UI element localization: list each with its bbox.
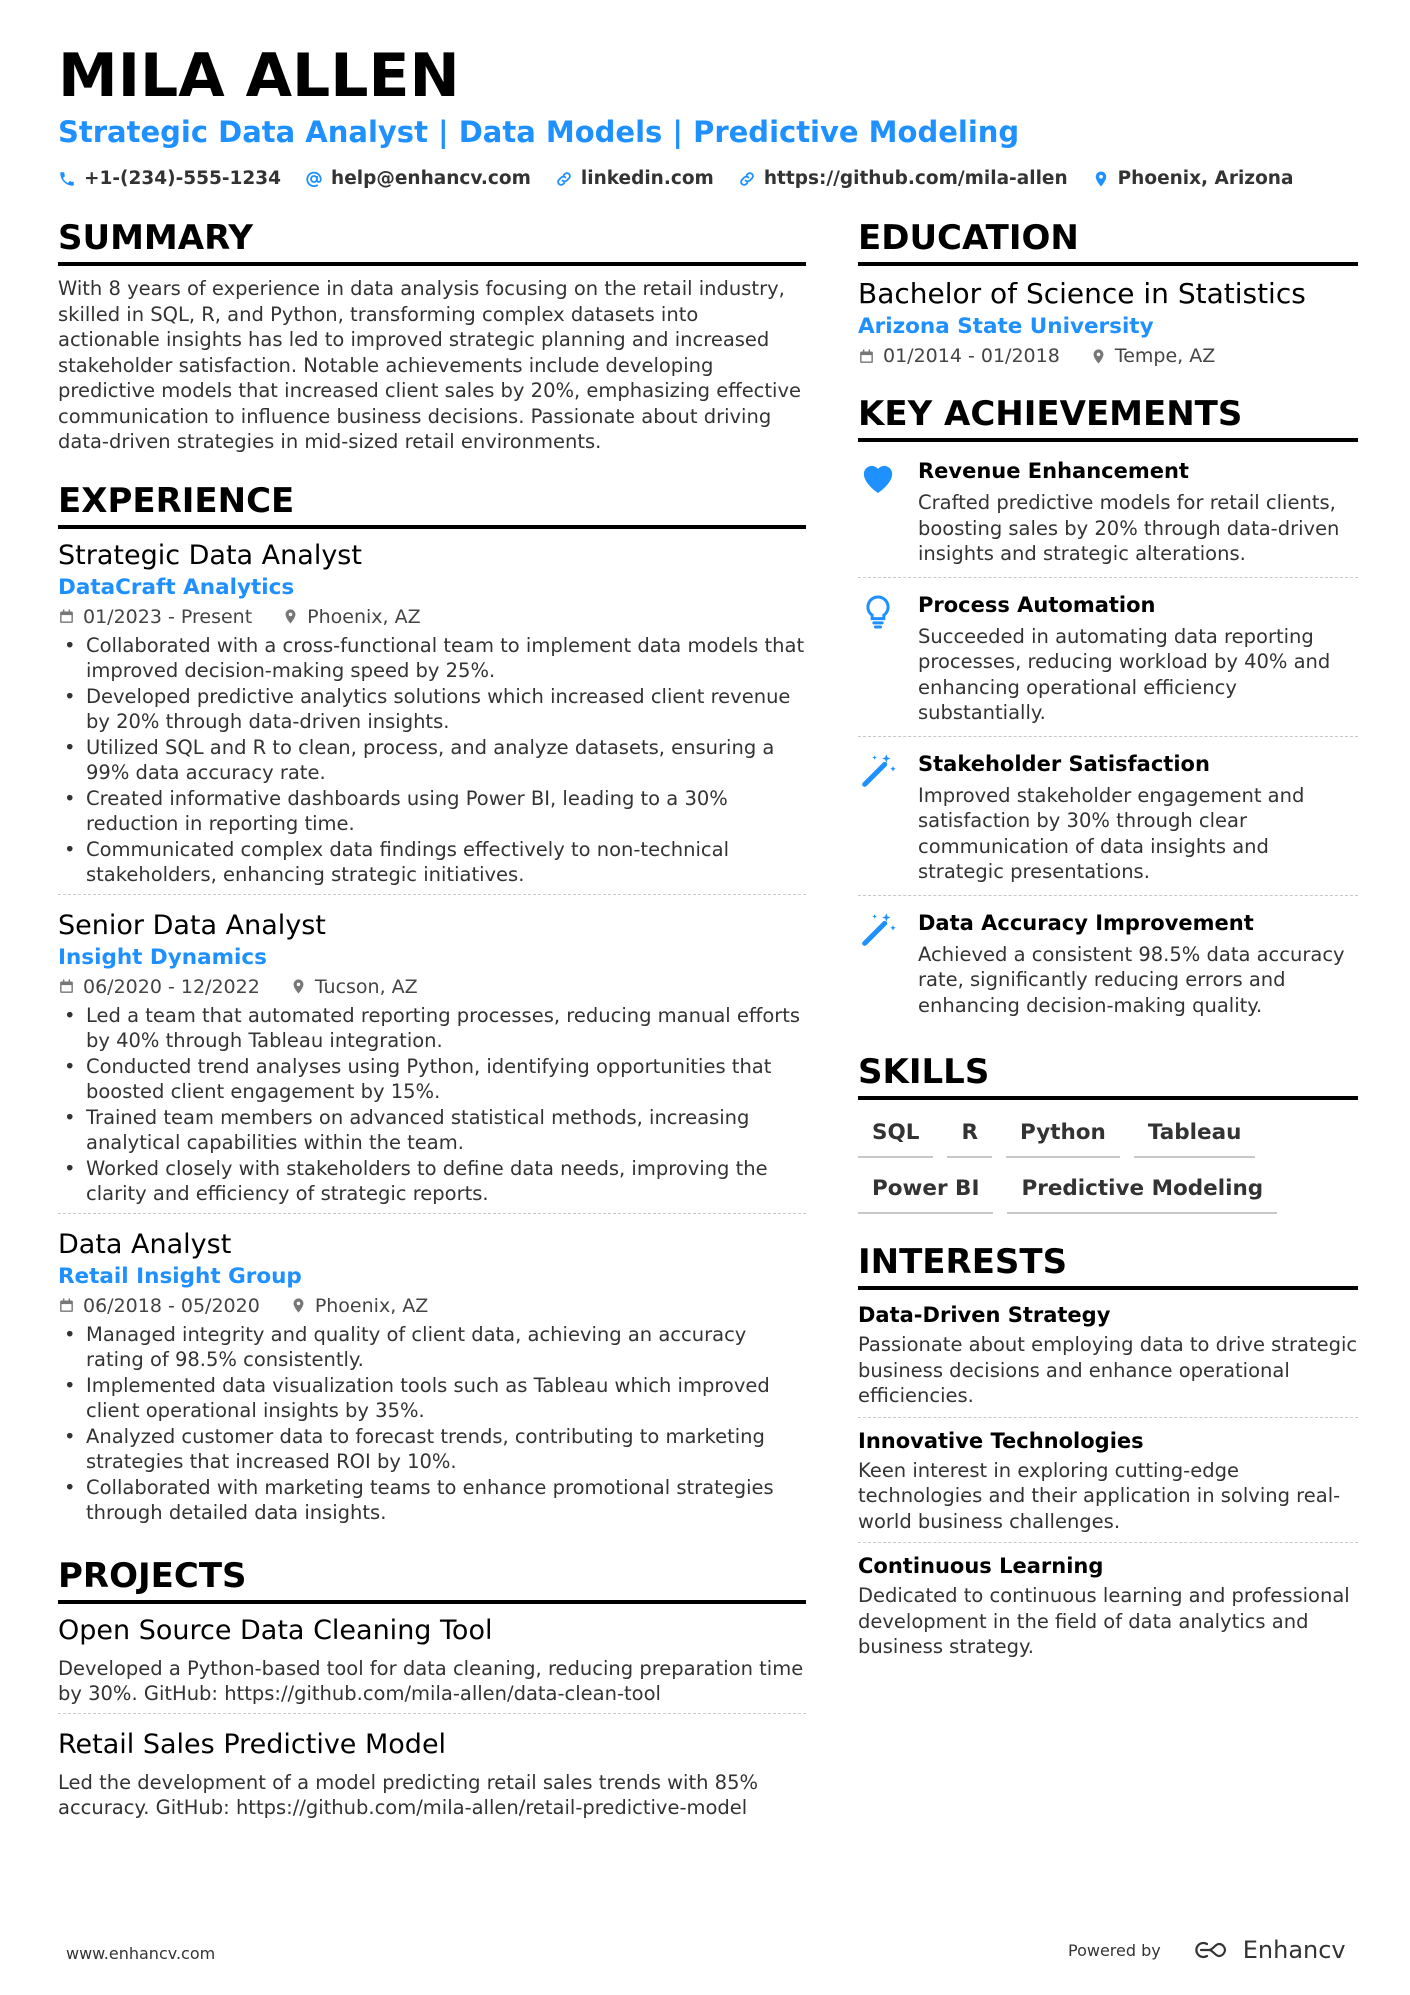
- achievement-text: Improved stakeholder engagement and satisfaction by 30% through clear communication of data insights and strategic presentations.: [918, 783, 1305, 883]
- job-dates: 01/2023 - Present: [83, 605, 253, 628]
- linkedin-text: linkedin.com: [580, 168, 714, 189]
- achievement-text: Achieved a consistent 98.5% data accuracy rate, significantly reducing errors and enhancing decision-making quality.: [918, 942, 1345, 1017]
- phone-icon: [58, 170, 76, 188]
- location-pin-icon: [1090, 348, 1107, 365]
- heart-icon: [858, 456, 900, 567]
- project-entry: [58, 1728, 806, 1827]
- degree: Bachelor of Science in Statistics: [858, 277, 1306, 310]
- skills-list: [858, 1110, 1358, 1214]
- contact-phone[interactable]: [58, 168, 281, 189]
- achievement-item: [858, 745, 1358, 896]
- skills-heading: SKILLS: [858, 1052, 1358, 1100]
- location-pin-icon: [282, 608, 299, 625]
- lightbulb-icon: [858, 590, 900, 726]
- project-description: Led the development of a model predicting retail sales trends with 85% accuracy. GitHub: https://github.com/mila-allen/retail-predictive-model: [58, 1770, 759, 1819]
- bullet: • Communicated complex data findings effectively to non-technical stakeholders, enhancing strategic initiatives.: [58, 837, 806, 888]
- link-icon: [738, 170, 756, 188]
- job-title: Strategic Data Analyst: [58, 539, 362, 571]
- job-bullets: [58, 1322, 806, 1526]
- job-location: Phoenix, AZ: [314, 1294, 429, 1317]
- bullet: • Trained team members on advanced statistical methods, increasing analytical capabilities within the team.: [58, 1105, 806, 1156]
- education-dates: 01/2014 - 01/2018: [883, 345, 1060, 367]
- contact-linkedin[interactable]: [555, 168, 714, 189]
- skill-tag: Predictive Modeling: [1007, 1172, 1277, 1214]
- achievement-title: Revenue Enhancement: [918, 459, 1189, 483]
- job-title: Senior Data Analyst: [58, 909, 326, 941]
- project-title: Open Source Data Cleaning Tool: [58, 1614, 493, 1646]
- brand-name: Enhancv: [1242, 1936, 1346, 1964]
- job-location: Phoenix, AZ: [307, 605, 421, 628]
- education-meta: [858, 342, 1358, 370]
- interest-title: Continuous Learning: [858, 1554, 1104, 1578]
- github-text: https://github.com/mila-allen: [763, 168, 1068, 189]
- bullet: • Collaborated with a cross-functional team to implement data models that improved decision-making speed by 25%.: [58, 633, 806, 684]
- bullet: • Created informative dashboards using Power BI, leading to a 30% reduction in reporting time.: [58, 786, 806, 837]
- calendar-icon: [58, 1297, 75, 1314]
- right-column: [858, 218, 1358, 1676]
- achievements-heading: KEY ACHIEVEMENTS: [858, 394, 1358, 442]
- job-bullets: [58, 1003, 806, 1207]
- project-entry: [58, 1614, 806, 1714]
- contact-location: [1092, 168, 1294, 189]
- bullet: • Worked closely with stakeholders to define data needs, improving the clarity and efficiency of strategic reports.: [58, 1156, 806, 1207]
- skill-tag: Python: [1006, 1116, 1120, 1158]
- interest-item: [858, 1551, 1358, 1668]
- job-meta: [58, 603, 806, 631]
- job-meta: [58, 1292, 806, 1320]
- interest-item: [858, 1300, 1358, 1418]
- enhancv-logo-icon: [1187, 1938, 1233, 1962]
- job-dates: 06/2020 - 12/2022: [83, 975, 260, 998]
- project-title: Retail Sales Predictive Model: [58, 1728, 447, 1760]
- summary-text: With 8 years of experience in data analysis focusing on the retail industry, skilled in SQL, R, and Python, transforming complex datasets into actionable insights has led to improved strategic planning and increased stakeholder satisfaction. Notable achievements include developing predictive models that increased client sales by 20%, emphasizing effective communication to influence business decisions. Passionate about driving data-driven strategies in mid-sized retail environments.: [58, 277, 802, 453]
- magic-wand-icon: [858, 749, 900, 885]
- experience-entry: [58, 1228, 806, 1532]
- experience-entry: [58, 539, 806, 895]
- magic-wand-icon: [858, 908, 900, 1019]
- email-text: help@enhancv.com: [331, 168, 531, 189]
- achievement-item: [858, 452, 1358, 578]
- projects-heading: PROJECTS: [58, 1556, 806, 1604]
- footer-website[interactable]: www.enhancv.com: [66, 1944, 216, 1963]
- contact-bar: [58, 168, 1293, 189]
- interest-text: Keen interest in exploring cutting-edge technologies and their application in solving real-world business challenges.: [858, 1458, 1341, 1533]
- bullet: • Led a team that automated reporting processes, reducing manual efforts by 40% through Tableau integration.: [58, 1003, 806, 1054]
- location-pin-icon: [290, 978, 307, 995]
- bullet: • Utilized SQL and R to clean, process, and analyze datasets, ensuring a 99% data accuracy rate.: [58, 735, 806, 786]
- job-title: Data Analyst: [58, 1228, 232, 1260]
- skill-tag: R: [947, 1116, 992, 1158]
- achievement-text: Succeeded in automating data reporting processes, reducing workload by 40% and enhancing operational efficiency substantially.: [918, 624, 1331, 724]
- project-description: Developed a Python-based tool for data cleaning, reducing preparation time by 30%. GitHub: https://github.com/mila-allen/data-clean-tool: [58, 1656, 804, 1705]
- calendar-icon: [58, 978, 75, 995]
- interest-text: Dedicated to continuous learning and professional development in the field of data analytics and business strategy.: [858, 1584, 1350, 1658]
- skill-tag: SQL: [858, 1116, 933, 1158]
- school-name: Arizona State University: [858, 314, 1154, 339]
- company-name: Insight Dynamics: [58, 944, 267, 970]
- footer-branding: [1068, 1936, 1346, 1964]
- job-bullets: [58, 633, 806, 888]
- achievement-title: Process Automation: [918, 592, 1156, 617]
- skill-tag: Tableau: [1134, 1116, 1256, 1158]
- skill-tag: Power BI: [858, 1172, 993, 1214]
- link-icon: [555, 170, 573, 188]
- contact-github[interactable]: [738, 168, 1068, 189]
- contact-email[interactable]: [305, 168, 531, 189]
- achievement-item: [858, 904, 1358, 1029]
- job-dates: 06/2018 - 05/2020: [83, 1294, 260, 1317]
- bullet: • Conducted trend analyses using Python, identifying opportunities that boosted client engagement by 15%.: [58, 1054, 806, 1105]
- achievement-title: Stakeholder Satisfaction: [918, 751, 1210, 776]
- location-pin-icon: [1092, 170, 1110, 188]
- company-name: DataCraft Analytics: [58, 574, 295, 600]
- bullet: • Analyzed customer data to forecast trends, contributing to marketing strategies that increased ROI by 10%.: [58, 1424, 806, 1475]
- phone-text: +1-(234)-555-1234: [84, 168, 282, 189]
- achievement-item: [858, 586, 1358, 737]
- company-name: Retail Insight Group: [58, 1263, 302, 1289]
- interest-title: Data-Driven Strategy: [858, 1303, 1111, 1327]
- bullet: • Collaborated with marketing teams to enhance promotional strategies through detailed data insights.: [58, 1475, 806, 1526]
- bullet: • Managed integrity and quality of client data, achieving an accuracy rating of 98.5% consistently.: [58, 1322, 806, 1373]
- interest-item: [858, 1426, 1358, 1544]
- left-column: [58, 218, 806, 1841]
- bullet: • Implemented data visualization tools such as Tableau which improved client operational insights by 35%.: [58, 1373, 806, 1424]
- at-icon: [305, 170, 323, 188]
- experience-entry: [58, 909, 806, 1214]
- education-entry: [858, 276, 1358, 370]
- achievement-title: Data Accuracy Improvement: [918, 910, 1254, 935]
- location-pin-icon: [290, 1297, 307, 1314]
- achievement-text: Crafted predictive models for retail clients, boosting sales by 20% through data-driven insights and strategic alterations.: [918, 491, 1340, 565]
- bullet: • Developed predictive analytics solutions which increased client revenue by 20% through data-driven insights.: [58, 684, 806, 735]
- location-text: Phoenix, Arizona: [1117, 168, 1294, 189]
- interest-title: Innovative Technologies: [858, 1428, 1144, 1453]
- brand-logo[interactable]: [1187, 1936, 1346, 1964]
- calendar-icon: [858, 348, 875, 365]
- summary-heading: SUMMARY: [58, 218, 806, 266]
- calendar-icon: [58, 608, 75, 625]
- education-location: Tempe, AZ: [1114, 345, 1216, 367]
- job-location: Tucson, AZ: [314, 975, 418, 998]
- headline: Strategic Data Analyst | Data Models | Predictive Modeling: [58, 115, 1020, 149]
- interest-text: Passionate about employing data to drive strategic business decisions and enhance operational efficiencies.: [858, 1333, 1358, 1407]
- interests-heading: INTERESTS: [858, 1242, 1358, 1290]
- education-heading: EDUCATION: [858, 218, 1358, 266]
- candidate-name: MILA ALLEN: [58, 41, 460, 111]
- powered-by-label: Powered by: [1068, 1940, 1161, 1960]
- experience-heading: EXPERIENCE: [58, 481, 806, 529]
- job-meta: [58, 973, 806, 1001]
